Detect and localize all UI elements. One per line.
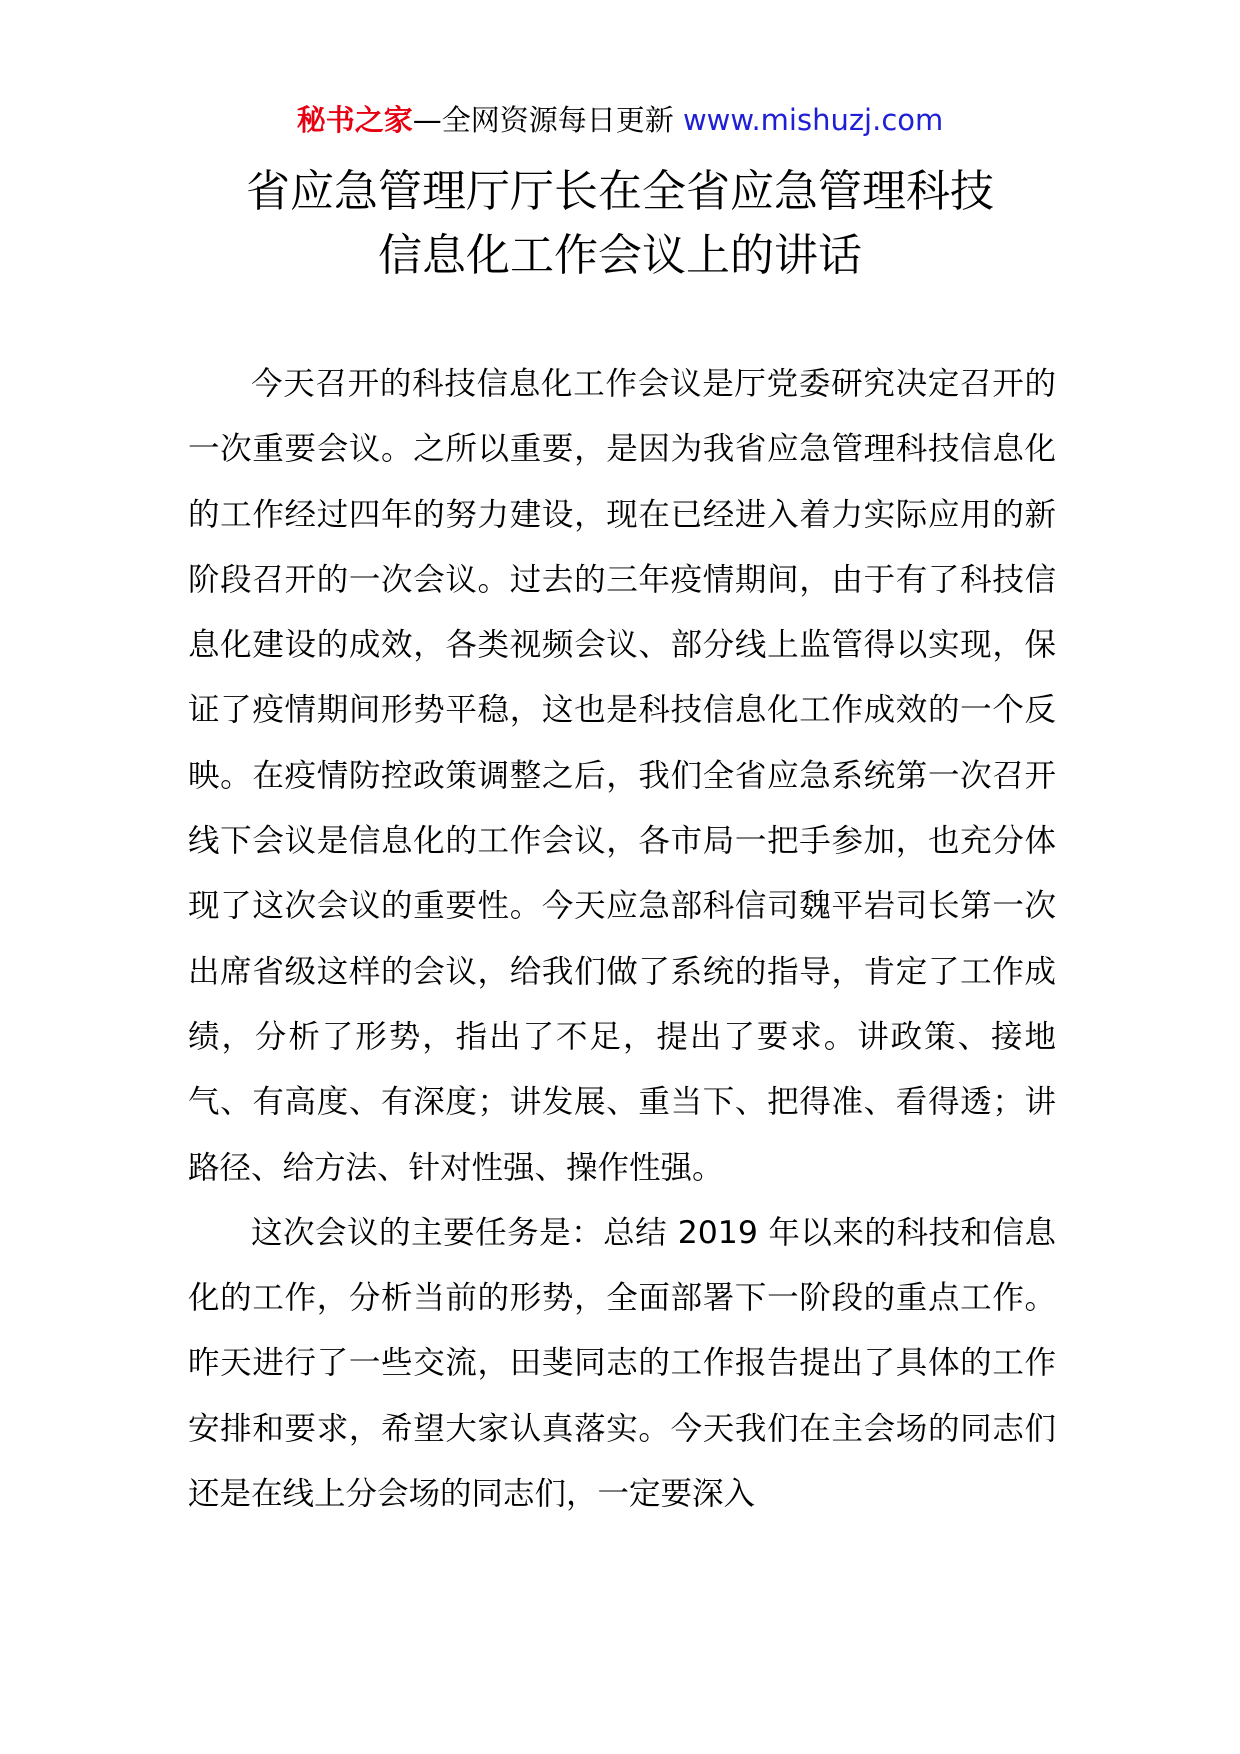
title-line-2: 信息化工作会议上的讲话 <box>378 230 862 281</box>
site-header <box>0 100 1240 140</box>
brand-name: 秘书之家 <box>296 103 413 137</box>
document-body <box>188 352 1056 1527</box>
site-url-link[interactable]: www.mishuzj.com <box>682 103 944 137</box>
header-tagline: —全网资源每日更新 <box>412 103 683 137</box>
body-paragraph-2: 这次会议的主要任务是：总结 2019 年以来的科技和信息化的工作，分析当前的形势，全面部署下一阶段的重点工作。昨天进行了一些交流，田斐同志的工作报告提出了具体的工作安排和要求，希望大家认真落实。今天我们在主会场的同志们还是在线上分会场的同志们，一定要深入 <box>188 1214 1056 1513</box>
title-line-1: 省应急管理厅厅长在全省应急管理科技 <box>246 166 994 217</box>
document-title <box>0 160 1240 288</box>
body-paragraph-1: 今天召开的科技信息化工作会议是厅党委研究决定召开的一次重要会议。之所以重要，是因为我省应急管理科技信息化的工作经过四年的努力建设，现在已经进入着力实际应用的新阶段召开的一次会议。过去的三年疫情期间，由于有了科技信息化建设的成效，各类视频会议、部分线上监管得以实现，保证了疫情期间形势平稳，这也是科技信息化工作成效的一个反映。在疫情防控政策调整之后，我们全省应急系统第一次召开线下会议是信息化的工作会议，各市局一把手参加，也充分体现了这次会议的重要性。今天应急部科信司魏平岩司长第一次出席省级这样的会议，给我们做了系统的指导，肯定了工作成绩，分析了形势，指出了不足，提出了要求。讲政策、接地气、有高度、有深度；讲发展、重当下、把得准、看得透；讲路径、给方法、针对性强、操作性强。 <box>188 366 1056 1186</box>
